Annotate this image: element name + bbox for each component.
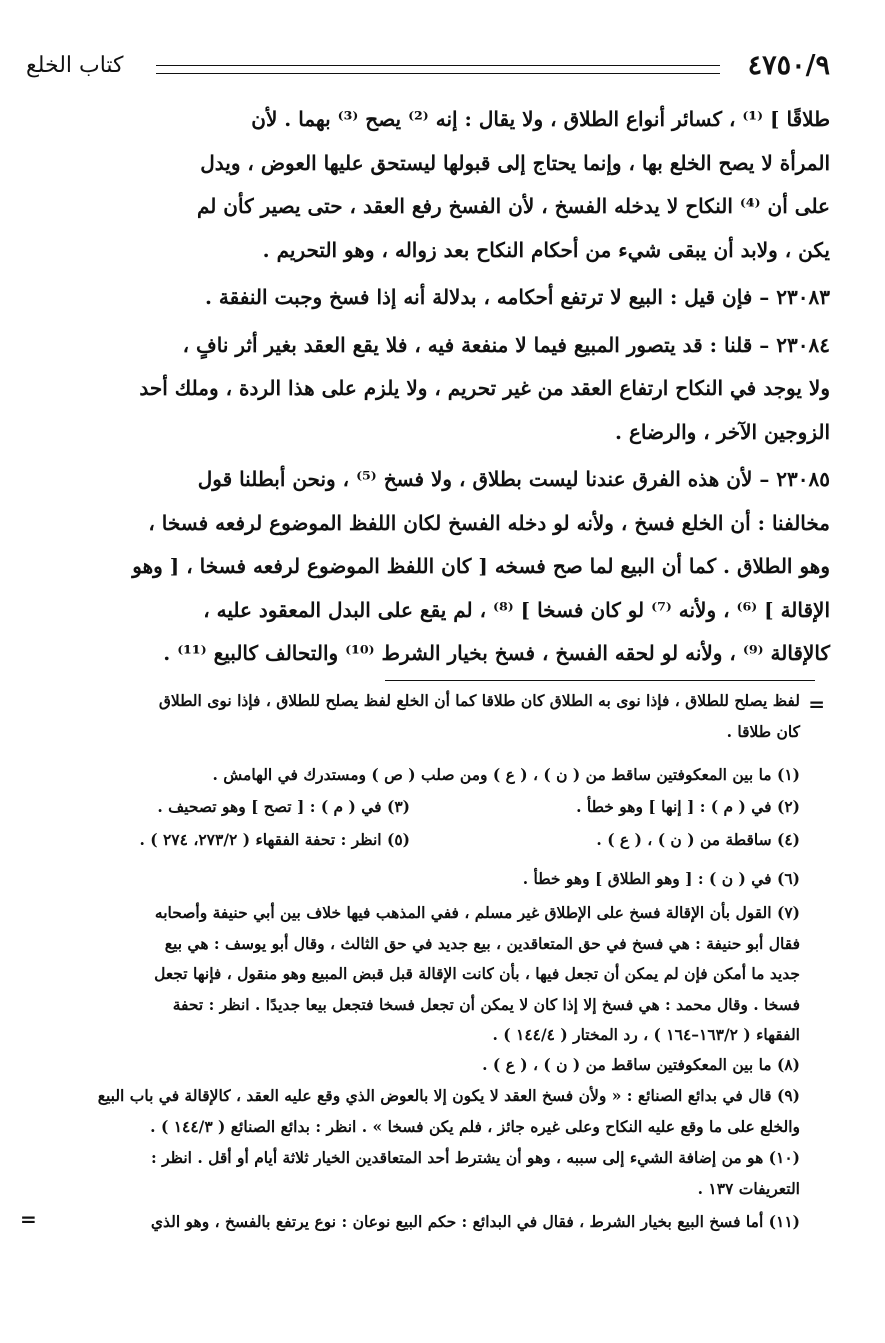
text-line: ٢٣٠٨٥ – لأن هذه الفرق عندنا ليست بطلاق ، ولا فسخ ⁽⁵⁾ ، ونحن أبطلنا قول xyxy=(197,467,830,491)
paragraph-23083 xyxy=(40,276,830,320)
footnote-text: (٦) في ( ن ) : [ وهو الطلاق ] وهو خطأ . xyxy=(522,869,800,888)
footnote-continuation xyxy=(30,686,800,747)
footnote-11 xyxy=(30,1207,800,1238)
text-line: الإقالة ] ⁽⁶⁾ ، ولأنه ⁽⁷⁾ لو كان فسخا ] ⁽⁸⁾ ، لم يقع على البدل المعقود عليه ، xyxy=(203,597,830,622)
text-line: الزوجين الآخر ، والرضاع . xyxy=(615,419,830,444)
paragraph-1 xyxy=(40,98,830,272)
header-double-rule xyxy=(156,65,720,74)
footnote-text: (١) ما بين المعكوفتين ساقط من ( ن ) ، ( ع ) ومن صلب ( ص ) ومستدرك في الهامش . xyxy=(212,765,800,784)
text-line: مخالفنا : أن الخلع فسخ ، ولأنه لو دخله الفسخ لكان اللفظ الموضوع لرفعه فسخا ، xyxy=(148,510,830,535)
footnote-line: (٧) القول بأن الإقالة فسخ على الإطلاق غير مسلم ، ففي المذهب فيها خلاف بين أبي حنيفة وأصحابه xyxy=(154,903,800,922)
footnotes-4-5 xyxy=(30,825,800,855)
footnote-line: الفقهاء ( ١٦٣/٢–١٦٤ ) ، رد المختار ( ١٤٤/٤ ) . xyxy=(492,1025,800,1044)
footnote-line: لفظ يصلح للطلاق ، فإذا نوى به الطلاق كان طلاقا كما أن الخلع لفظ يصلح للطلاق ، فإذا نوى الطلاق xyxy=(158,691,800,710)
footnote-line: فقال أبو حنيفة : هي فسخ في حق المتعاقدين ، بيع جديد في حق الثالث ، وقال أبو يوسف : هي بيع xyxy=(164,933,800,953)
text-line: المرأة لا يصح الخلع بها ، وإنما يحتاج إلى قبولها ليستحق عليها العوض ، ويدل xyxy=(200,150,830,175)
text-line: يكن ، ولابد أن يبقى شيء من أحكام النكاح بعد زواله ، وهو التحريم . xyxy=(262,237,830,262)
footnote-line: (٩) قال في بدائع الصنائع : « ولأن فسخ العقد لا يكون إلا بالعوض الذي وقع عليه العقد ، كالإقالة في باب البيع xyxy=(97,1086,800,1105)
text-line: وهو الطلاق . كما أن البيع لما صح فسخه [ كان اللفظ الموضوع لرفعه فسخا ، [ وهو xyxy=(132,554,830,578)
footnote-5: (٥) انظر : تحفة الفقهاء ( ٢٧٣/٢، ٢٧٤ ) . xyxy=(139,830,410,849)
footnotes-2-3 xyxy=(30,792,800,822)
running-header xyxy=(26,46,830,86)
footnote-separator xyxy=(385,680,815,681)
footnote-text: (٨) ما بين المعكوفتين ساقط من ( ن ) ، ( ع ) . xyxy=(482,1055,800,1074)
main-text xyxy=(40,98,830,680)
footnote-line: جديد ما أمكن فإن لم يمكن أن تجعل فيها ، بأن كانت الإقالة قبل قبض المبيع وهو منقول ، فإنها تجعل xyxy=(154,964,800,983)
footnote-text: (١١) أما فسخ البيع بخيار الشرط ، فقال في البدائع : حكم البيع نوعان : نوع يرتفع بالفسخ ، وهو الذي xyxy=(150,1212,800,1231)
paragraph-23085 xyxy=(40,458,830,676)
text-line: ولا يوجد في النكاح ارتفاع العقد من غير تحريم ، ولا يلزم على هذا الردة ، وملك أحد xyxy=(139,376,830,400)
footnote-line: كان طلاقا . xyxy=(726,721,800,741)
page-number: ٤٧٥٠/٩ xyxy=(747,50,830,81)
text-line: على أن ⁽⁴⁾ النكاح لا يدخله الفسخ ، لأن الفسخ رفع العقد ، حتى يصير كأن لم xyxy=(196,194,830,218)
continuation-mark-start: = xyxy=(808,692,825,716)
paragraph-23084 xyxy=(40,324,830,455)
footnote-10 xyxy=(30,1143,800,1204)
footnote-line: فسخا . وقال محمد : هي فسخ إلا إذا كان لا يمكن أن تجعل فسخا فتجعل بيعا جديدًا . انظر : تحفة xyxy=(172,994,800,1014)
footnote-line: والخلع على ما وقع عليه النكاح وعلى غيره جائز ، فلم يكن فسخا » . انظر : بدائع الصنائع ( ١٤٤/٣ ) . xyxy=(150,1116,800,1136)
footnote-8 xyxy=(30,1050,800,1081)
text-line: ٢٣٠٨٣ – فإن قيل : البيع لا ترتفع أحكامه ، بدلالة أنه إذا فسخ وجبت النفقة . xyxy=(204,285,830,309)
continuation-mark-end: = xyxy=(20,1207,37,1231)
footnote-line: (١٠) هو من إضافة الشيء إلى سببه ، وهو أن يشترط أحد المتعاقدين الخيار ثلاثة أيام أو أقل . انظر : xyxy=(150,1148,800,1167)
text-line: ٢٣٠٨٤ – قلنا : قد يتصور المبيع فيما لا منفعة فيه ، فلا يقع العقد بغير أثر نافٍ ، xyxy=(182,332,830,357)
footnote-3: (٣) في ( م ) : [ تصح ] وهو تصحيف . xyxy=(157,797,410,816)
footnote-2: (٢) في ( م ) : [ إنها ] وهو خطأ . xyxy=(576,797,800,816)
footnote-7 xyxy=(30,898,800,1051)
text-line: كالإقالة ⁽⁹⁾ ، ولأنه لو لحقه الفسخ ، فسخ بخيار الشرط ⁽¹⁰⁾ والتحالف كالبيع ⁽¹¹⁾ . xyxy=(163,641,830,665)
footnote-4: (٤) ساقطة من ( ن ) ، ( ع ) . xyxy=(596,830,800,849)
text-line: طلاقًا ] ⁽¹⁾ ، كسائر أنواع الطلاق ، ولا يقال : إنه ⁽²⁾ يصح ⁽³⁾ بهما . لأن xyxy=(251,107,830,131)
footnote-6 xyxy=(30,864,800,895)
book-title: كتاب الخلع xyxy=(26,53,124,78)
footnote-line: التعريفات ١٣٧ . xyxy=(697,1178,800,1198)
footnote-9 xyxy=(30,1081,800,1142)
footnote-1 xyxy=(30,760,800,791)
